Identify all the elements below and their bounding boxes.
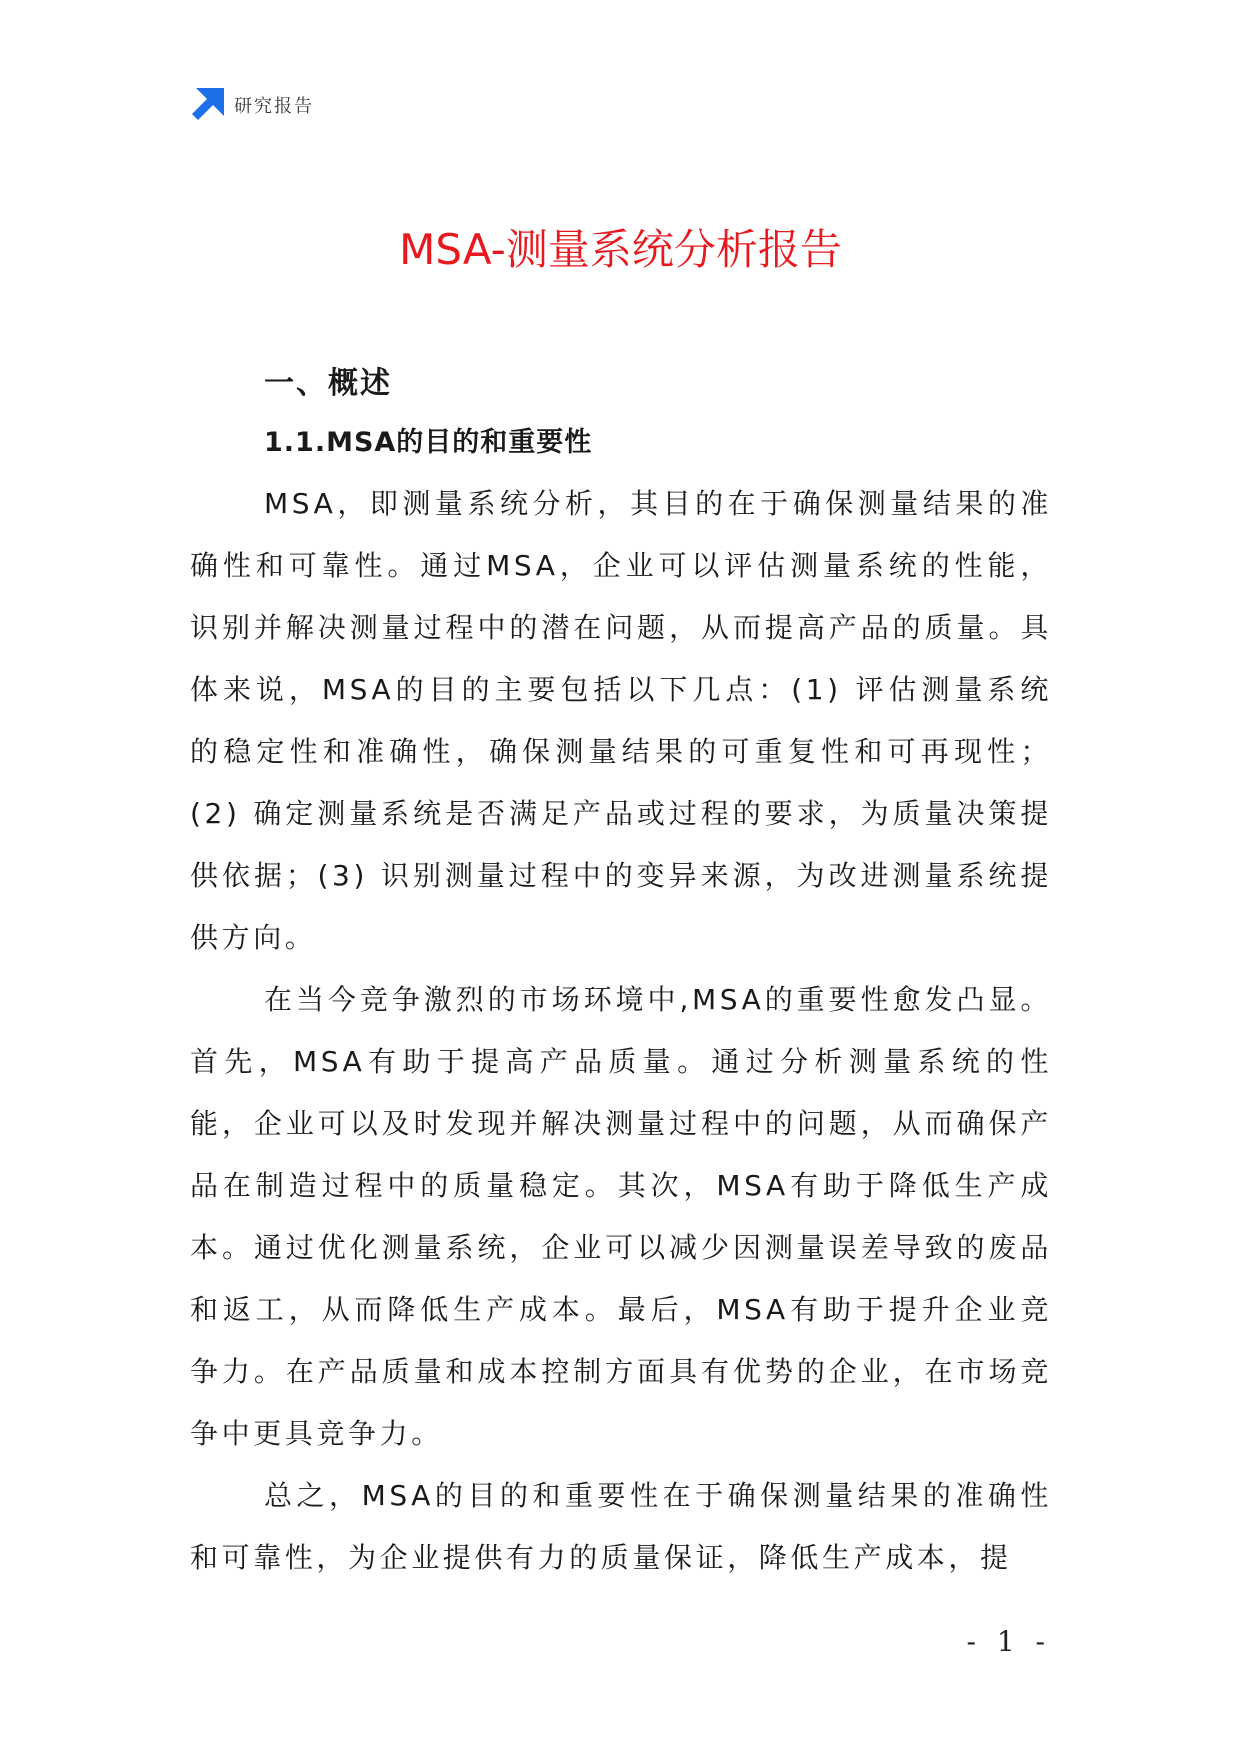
paragraph: 在当今竞争激烈的市场环境中,MSA的重要性愈发凸显。首先，MSA有助于提高产品质量。通过分析测量系统的性能，企业可以及时发现并解决测量过程中的问题，从而确保产品在制造过程中的质量稳定。其次，MSA有助于降低生产成本。通过优化测量系统，企业可以减少因测量误差导致的废品和返工，从而降低生产成本。最后，MSA有助于提升企业竞争力。在产品质量和成本控制方面具有优势的企业，在市场竞争中更具竞争力。 xyxy=(190,983,1052,1450)
header-label: 研究报告 xyxy=(234,96,314,117)
paragraph: 总之，MSA的目的和重要性在于确保测量结果的准确性和可靠性，为企业提供有力的质量保证，降低生产成本，提 xyxy=(190,1479,1052,1574)
document-title: MSA-测量系统分析报告 xyxy=(399,225,842,274)
sub-heading: 1.1.MSA的目的和重要性 xyxy=(264,427,593,458)
report-header xyxy=(190,88,314,122)
section-heading: 一、概述 xyxy=(264,366,392,401)
arrow-up-right-icon xyxy=(190,88,224,122)
document-body xyxy=(190,355,1052,1589)
paragraph: MSA，即测量系统分析，其目的在于确保测量结果的准确性和可靠性。通过MSA，企业可以评估测量系统的性能，识别并解决测量过程中的潜在问题，从而提高产品的质量。具体来说，MSA的目的主要包括以下几点：(1) 评估测量系统的稳定性和准确性，确保测量结果的可重复性和可再现性；(2) 确定测量系统是否满足产品或过程的要求，为质量决策提供依据；(3) 识别测量过程中的变异来源，为改进测量系统提供方向。 xyxy=(190,487,1052,954)
page-number: - 1 - xyxy=(966,1625,1051,1658)
